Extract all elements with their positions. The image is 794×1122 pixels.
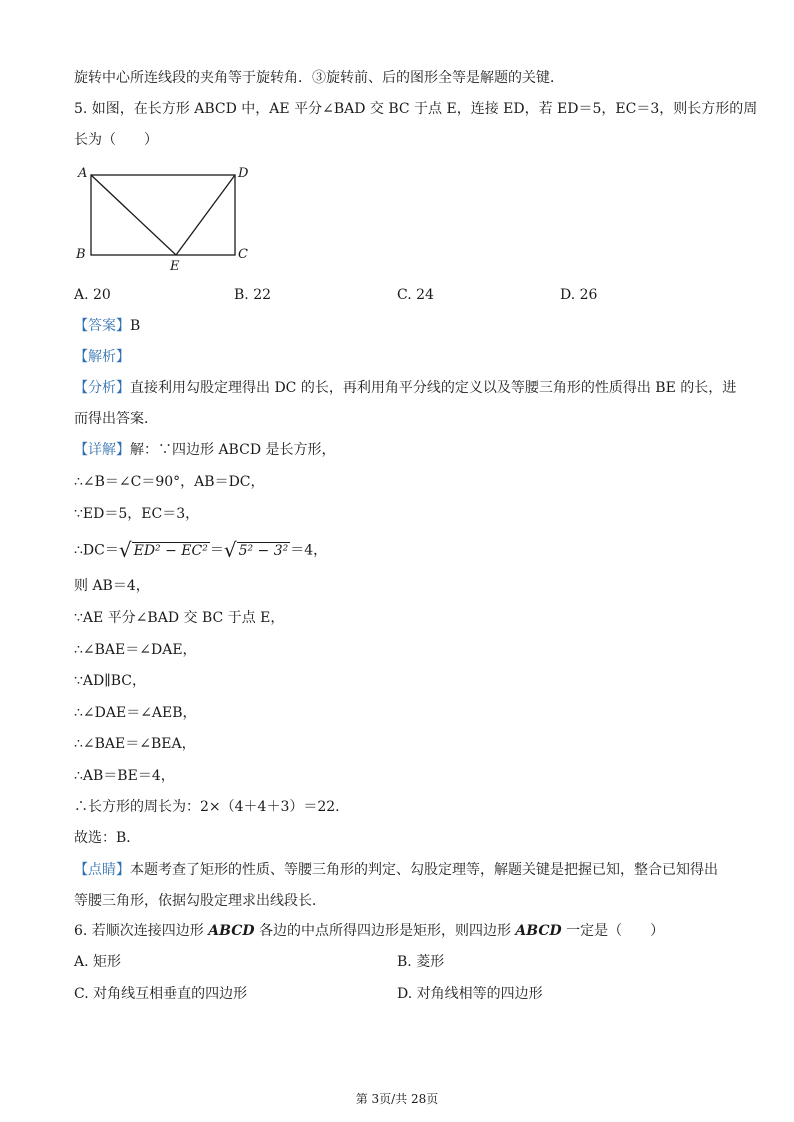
step-12: 故选：B． [74,830,141,846]
answer-line [74,316,724,336]
dianjing-line-1 [74,860,724,880]
q6-abcd-2: ABCD [515,923,562,939]
text-line-prev-summary: 旋转中心所连线段的夹角等于旋转角．③旋转前、后的图形全等是解题的关键． [74,70,564,86]
point-label-d: D [238,166,249,181]
q6-option-c: C. 对角线互相垂直的四边形 [74,986,248,1002]
q6-suffix: 一定是（ ） [561,923,665,939]
sqrt-expression-1: √ ED² − EC² [118,538,208,562]
step-11: ∴长方形的周长为：2×（4＋4＋3）＝22. [74,799,340,815]
step-3-mid: ＝ [209,542,224,559]
step-7: ∵AD∥BC， [74,673,146,689]
analysis-tag: 【解析】 [74,349,130,365]
step-4: 则 AB＝4， [74,578,150,594]
detail-text: 解：∵四边形 ABCD 是长方形， [130,442,336,458]
page-footer: 第 3页/共 28页 [355,1092,439,1106]
rectangle-figure [70,160,270,272]
step-2: ∵ED＝5，EC＝3， [74,506,200,522]
sqrt-expression-2: √ 5² − 3² [223,538,289,562]
step-3-formula [74,538,724,563]
q6-prefix: 6. 若顺次连接四边形 [74,923,209,939]
question-5-stem: 5. 如图，在长方形 ABCD 中，AE 平分∠BAD 交 BC 于点 E，连接 ED，若 ED＝5，EC＝3，则长方形的周 [74,101,758,117]
q6-option-a: A. 矩形 [74,954,122,970]
dianjing-tag: 【点睛】 [74,862,130,878]
fenxi-text-1: 直接利用勾股定理得出 DC 的长，再利用角平分线的定义以及等腰三角形的性质得出 BE 的长，进 [130,380,737,396]
step-10: ∴AB＝BE＝4， [74,768,175,784]
step-5: ∵AE 平分∠BAD 交 BC 于点 E， [74,610,285,626]
point-label-b: B [76,247,86,262]
dianjing-text-1: 本题考查了矩形的性质、等腰三角形的判定、勾股定理等，解题关键是把握已知，整合已知得出 [130,862,718,878]
step-3-prefix: ∴DC＝ [74,542,119,559]
segment-ae [91,175,176,255]
fenxi-line-2: 而得出答案． [74,411,158,427]
step-9: ∴∠BAE＝∠BEA， [74,736,196,752]
q6-option-d: D. 对角线相等的四边形 [397,986,543,1002]
detail-line [74,440,724,460]
point-label-a: A [78,166,88,181]
fenxi-tag: 【分析】 [74,380,130,396]
dianjing-line-2: 等腰三角形，依据勾股定理求出线段长． [74,893,326,909]
answer-tag: 【答案】 [74,318,130,334]
option-c: C. 24 [397,287,434,303]
point-label-c: C [238,247,248,262]
segment-ed [176,175,235,255]
sqrt-radicand-2: 5² − 3² [238,543,289,559]
option-a: A. 20 [74,287,111,303]
question-5-stem-cont: 长为（ ） [74,132,158,148]
sqrt-radicand-1: ED² − EC² [133,543,208,559]
option-b: B. 22 [234,287,272,303]
step-1: ∴∠B＝∠C＝90°，AB＝DC， [74,474,265,490]
option-d: D. 26 [560,287,598,303]
step-8: ∴∠DAE＝∠AEB， [74,705,197,721]
step-3-end: ＝4， [290,542,328,559]
fenxi-line-1 [74,378,737,398]
detail-tag: 【详解】 [74,442,130,458]
step-6: ∴∠BAE＝∠DAE， [74,642,197,658]
analysis-heading [74,347,724,367]
q6-mid: 各边的中点所得四边形是矩形，则四边形 [254,923,516,939]
question-6-stem [74,921,724,941]
q6-option-b: B. 菱形 [397,954,445,970]
point-label-e: E [170,259,180,272]
answer-value: B [130,318,141,334]
q6-abcd-1: ABCD [208,923,255,939]
